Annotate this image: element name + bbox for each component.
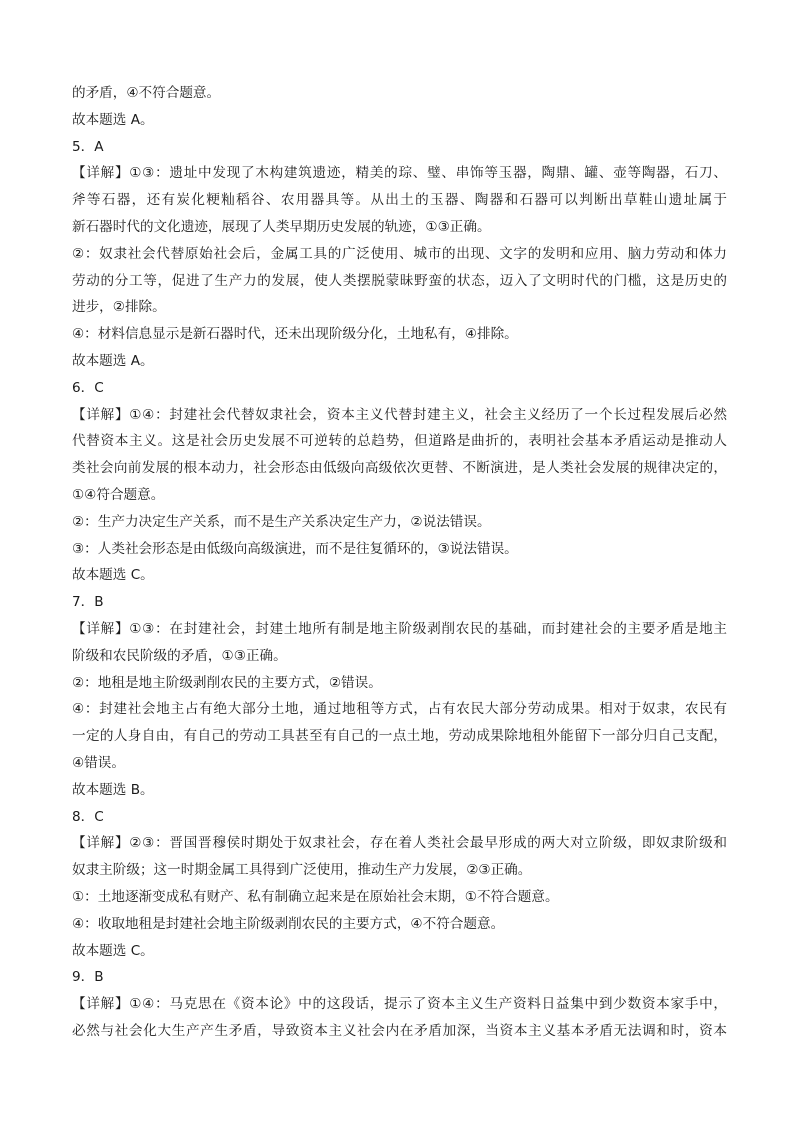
text-line: 【详解】②③：晋国晋穆侯时期处于奴隶社会，存在着人类社会最早形成的两大对立阶级，即奴隶阶级和 <box>72 835 727 852</box>
text-line: 类社会向前发展的根本动力，社会形态由低级向高级依次更替、不断演进，是人类社会发展的规律决定的， <box>72 460 727 477</box>
text-line: 劳动的分工等，促进了生产力的发展，使人类摆脱蒙昧野蛮的状态，迈入了文明时代的门槛，这是历史的 <box>72 272 727 289</box>
question-number: 5．A <box>72 138 104 155</box>
text-line: 一定的人身自由，有自己的劳动工具甚至有自己的一点土地，劳动成果除地租外能留下一部分归自己支配， <box>72 728 727 745</box>
text-line: 【详解】①③：遗址中发现了木构建筑遗迹，精美的琮、璧、串饰等玉器，陶鼎、罐、壶等陶器，石刀、 <box>72 165 727 182</box>
text-line: 【详解】①③：在封建社会，封建土地所有制是地主阶级剥削农民的基础，而封建社会的主要矛盾是地主 <box>72 620 727 637</box>
text-line: 的矛盾，④不符合题意。 <box>72 85 221 101</box>
question-number: 7．B <box>72 594 104 611</box>
text-line: 进步，②排除。 <box>72 299 166 316</box>
text-line: ④：收取地租是封建社会地主阶级剥削农民的主要方式，④不符合题意。 <box>72 915 505 932</box>
text-line: 故本题选 C。 <box>72 942 154 959</box>
text-line: 阶级和农民阶级的矛盾，①③正确。 <box>72 647 287 664</box>
text-line: ②：地租是地主阶级剥削农民的主要方式，②错误。 <box>72 674 382 691</box>
answer-explanations <box>72 80 727 1045</box>
text-line: 奴隶主阶级；这一时期金属工具得到广泛使用，推动生产力发展，②③正确。 <box>72 862 532 879</box>
text-line: 故本题选 B。 <box>72 781 154 798</box>
question-number: 8．C <box>72 808 104 825</box>
text-line: ④错误。 <box>72 754 125 771</box>
text-line: 新石器时代的文化遗迹，展现了人类早期历史发展的轨迹，①③正确。 <box>72 218 491 235</box>
question-number: 6．C <box>72 379 104 396</box>
text-line: ②：奴隶社会代替原始社会后，金属工具的广泛使用、城市的出现、文字的发明和应用、脑力劳动和体力 <box>72 245 727 262</box>
text-line: 【详解】①④：封建社会代替奴隶社会，资本主义代替封建主义，社会主义经历了一个长过程发展后必然 <box>72 406 727 423</box>
text-line: ③：人类社会形态是由低级向高级演进，而不是往复循环的，③说法错误。 <box>72 540 518 557</box>
text-line: 斧等石器，还有炭化粳籼稻谷、农用器具等。从出土的玉器、陶器和石器可以判断出草鞋山遗址属于 <box>72 192 727 209</box>
text-line: ①：土地逐渐变成私有财产、私有制确立起来是在原始社会末期，①不符合题意。 <box>72 888 559 905</box>
text-line: 故本题选 A。 <box>72 352 154 369</box>
text-line: 必然与社会化大生产产生矛盾，导致资本主义社会内在矛盾加深，当资本主义基本矛盾无法调和时，资本 <box>72 1022 727 1039</box>
text-line: ②：生产力决定生产关系，而不是生产关系决定生产力，②说法错误。 <box>72 513 491 530</box>
text-line: 故本题选 A。 <box>72 111 154 128</box>
text-line: 代替资本主义。这是社会历史发展不可逆转的总趋势，但道路是曲折的，表明社会基本矛盾运动是推动人 <box>72 433 727 450</box>
text-line: 故本题选 C。 <box>72 567 154 584</box>
text-line: ①④符合题意。 <box>72 486 165 503</box>
text-line: 【详解】①④：马克思在《资本论》中的这段话，提示了资本主义生产资料日益集中到少数资本家手中， <box>72 996 727 1013</box>
text-line: ④：封建社会地主占有绝大部分土地，通过地租等方式，占有农民大部分劳动成果。相对于奴隶，农民有 <box>72 701 727 718</box>
text-line: ④：材料信息显示是新石器时代，还未出现阶级分化，土地私有，④排除。 <box>72 326 518 343</box>
question-number: 9．B <box>72 969 104 986</box>
